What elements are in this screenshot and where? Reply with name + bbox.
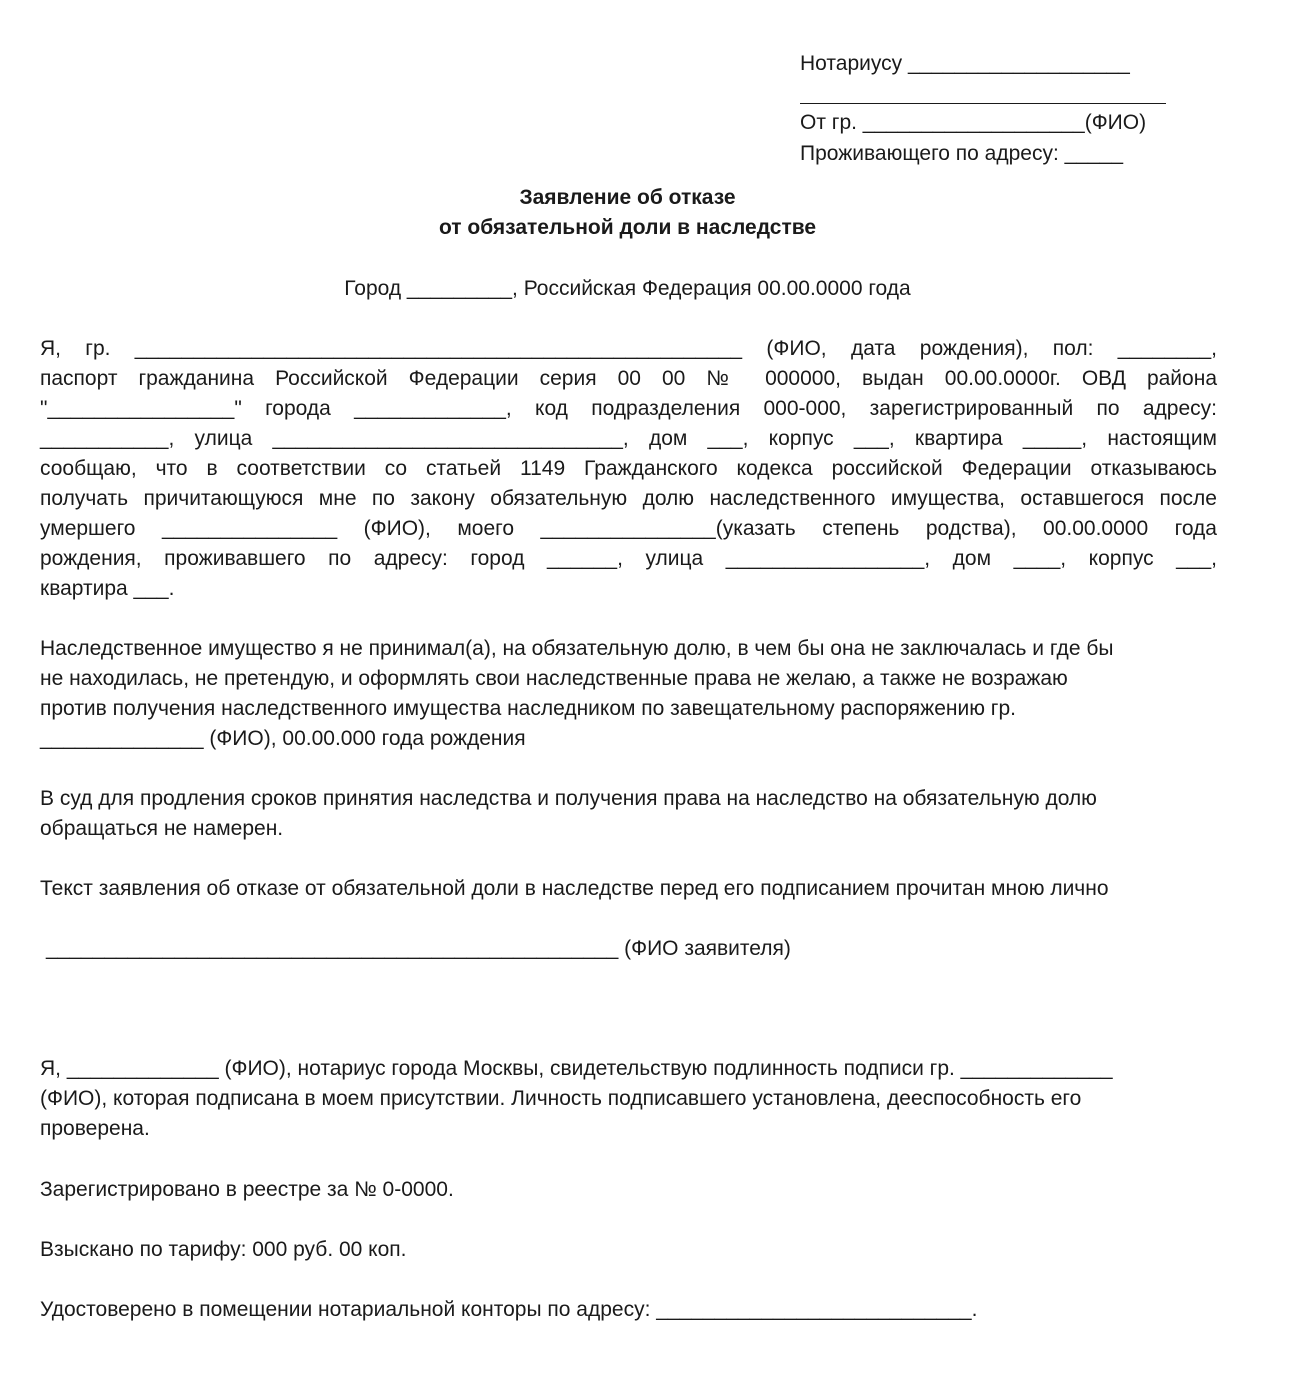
body-line: рождения, проживавшего по адресу: город ______, улица _________________, дом ____, корпус ___,	[40, 547, 1217, 570]
para2-line: против получения наследственного имущества наследником по завещательному распоряжению гр.	[40, 697, 1016, 720]
body-line: сообщаю, что в соответствии со статьей 1149 Гражданского кодекса российской Федерации отказываюсь	[40, 457, 1217, 480]
notary-line1: Я, _____________ (ФИО), нотариус города Москвы, свидетельствую подлинность подписи гр. _____________	[40, 1057, 1113, 1080]
body-last-line: квартира ___.	[40, 577, 175, 600]
para2-last-line: ______________ (ФИО), 00.00.000 года рождения	[40, 727, 526, 750]
header-blank-line	[800, 103, 1166, 104]
header-from: От гр. ___________________(ФИО)	[800, 111, 1147, 134]
body-line: паспорт гражданина Российской Федерации серия 00 00 № 000000, выдан 00.00.0000г. ОВД района	[40, 367, 1217, 390]
certified-address: Удостоверено в помещении нотариальной конторы по адресу: ___________________________.	[40, 1298, 978, 1321]
notary-line3: проверена.	[40, 1117, 150, 1140]
para3-line1: В суд для продления сроков принятия наследства и получения права на наследство на обязательную долю	[40, 787, 1097, 810]
para4: Текст заявления об отказе от обязательной доли в наследстве перед его подписанием прочитан мною лично	[40, 877, 1109, 900]
place-date: Город _________, Российская Федерация 00.00.0000 года	[344, 277, 911, 300]
body-line: ___________, улица ______________________________, дом ___, корпус ___, квартира _____, настоящим	[40, 427, 1217, 450]
body-line: Я, гр. ____________________________________________________ (ФИО, дата рождения), пол: ________,	[40, 337, 1217, 360]
applicant-signature: _________________________________________________ (ФИО заявителя)	[46, 937, 791, 960]
para2-line: Наследственное имущество я не принимал(а), на обязательную долю, в чем бы она не заключалась и где бы	[40, 637, 1114, 660]
body-line: "________________" города _____________, код подразделения 000-000, зарегистрированный по адресу:	[40, 397, 1217, 420]
body-line: умершего _______________ (ФИО), моего _______________(указать степень родства), 00.00.0000 года	[40, 517, 1217, 540]
notary-line2: (ФИО), которая подписана в моем присутствии. Личность подписавшего установлена, дееспособность его	[40, 1087, 1082, 1110]
para2-line: не находилась, не претендую, и оформлять свои наследственные права не желаю, а также не возражаю	[40, 667, 1068, 690]
para3-line2: обращаться не намерен.	[40, 817, 284, 840]
fee-line: Взыскано по тарифу: 000 руб. 00 коп.	[40, 1238, 407, 1261]
registry-entry: Зарегистрировано в реестре за № 0-0000.	[40, 1178, 454, 1201]
document-title-line1: Заявление об отказе	[519, 186, 736, 209]
header-residing: Проживающего по адресу: _____	[800, 142, 1124, 165]
body-line: получать причитающуюся мне по закону обязательную долю наследственного имущества, оставшегося после	[40, 487, 1217, 510]
header-notary: Нотариусу ___________________	[800, 52, 1130, 75]
document-title-line2: от обязательной доли в наследстве	[438, 216, 817, 239]
